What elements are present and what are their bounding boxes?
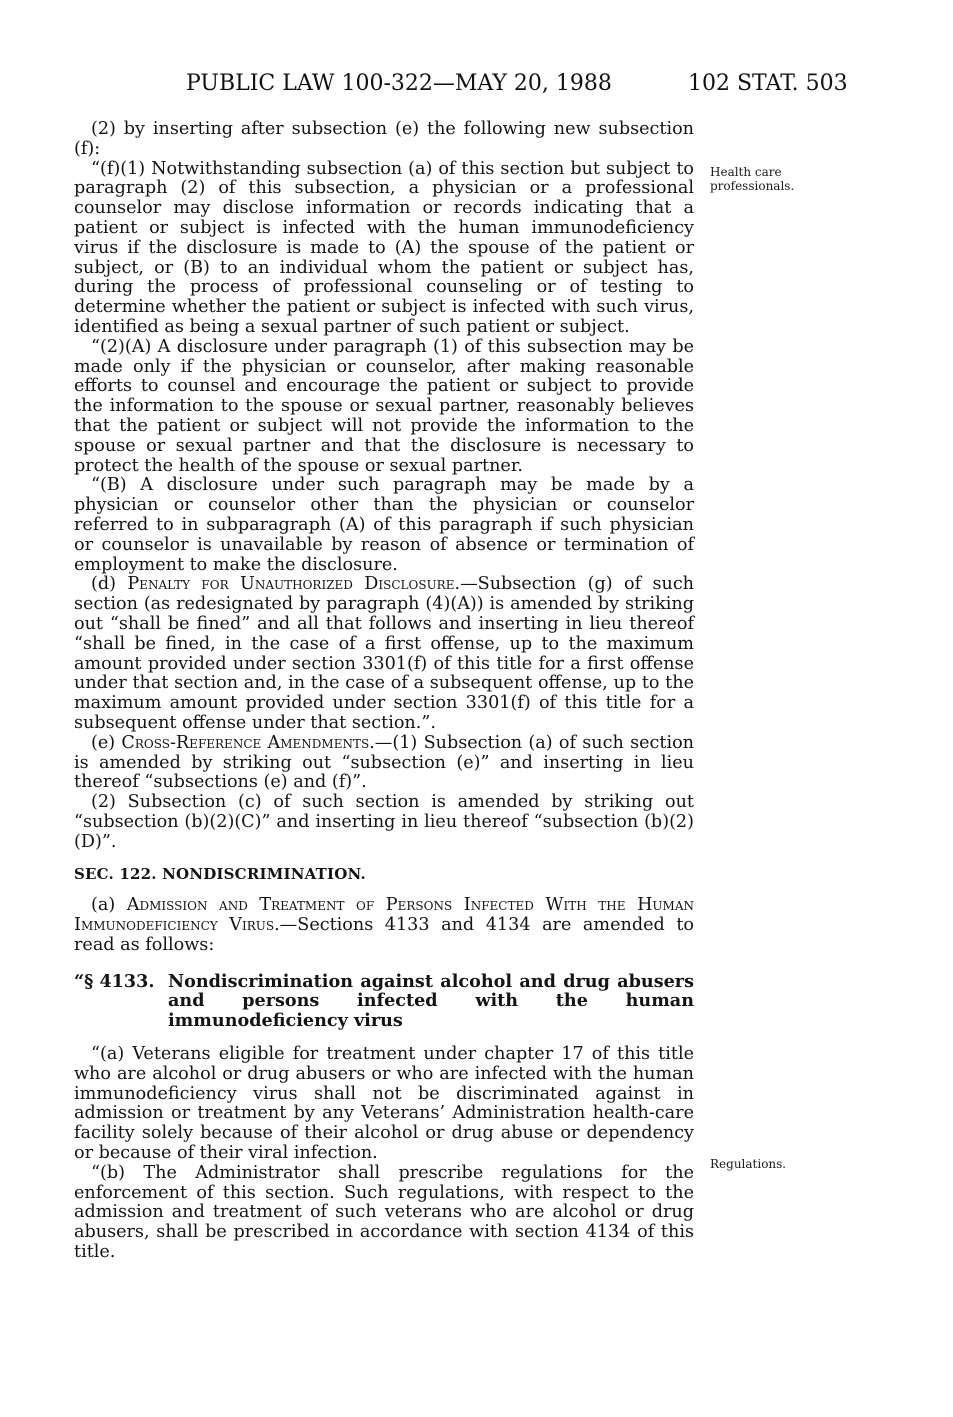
paragraph-2-insert: (2) by inserting after subsection (e) the following new subsection (f):	[74, 119, 694, 159]
margin-note-health-care: Health care professionals.	[710, 165, 795, 193]
paragraph-a-text: —Sections 4133 and 4134 are amended to read as follows:	[74, 915, 694, 955]
paragraph-a-admission	[74, 896, 694, 955]
paragraph-f1: “(f)(1) Notwithstanding subsection (a) of this section but subject to paragraph (2) of this subsection, a physician or a professional counselor may disclose information or records indicating that a patient or subject is infected with the human immunodeficiency virus if the disclosure is made to (A) the spouse of the patient or subject, or (B) to an individual whom the patient or subject has, during the process of professional counseling or of testing to determine whether the patient or subject is infected with such virus, identified as being a sexual partner of such patient or subject.	[74, 158, 694, 337]
section-4133-title-text: Nondiscrimination against alcohol and drug abusers and persons infected with the human immunodeficiency virus	[168, 970, 694, 1032]
section-4133-number: “§ 4133.	[74, 970, 155, 992]
section-122-heading: SEC. 122. NONDISCRIMINATION.	[74, 865, 366, 884]
paragraph-f2a: “(2)(A) A disclosure under paragraph (1) of this subsection may be made only if the physician or counselor, after making reasonable efforts to counsel and encourage the patient or subject to provide the information to the spouse or sexual partner, reasonably believes that the patient or subject will not provide the information to the spouse or sexual partner and that the disclosure is necessary to protect the health of the spouse or sexual partner.	[74, 336, 694, 476]
paragraph-e2: (2) Subsection (c) of such section is amended by striking out “subsection (b)(2)(C)” and inserting in lieu thereof “subsection (b)(2)(D)”.	[74, 792, 694, 852]
paragraph-d-heading: Penalty for Unauthorized Disclosure.	[127, 574, 461, 595]
paragraph-e-heading: Cross-Reference Amendments.	[121, 732, 375, 753]
paragraph-e-text: —(1) Subsection (a) of such section is amended by striking out “subsection (e)” and inserting in lieu thereof “subsections (e) and (f)”.	[74, 732, 695, 793]
running-header-title: PUBLIC LAW 100-322—MAY 20, 1988	[186, 71, 612, 96]
paragraph-f2b: “(B) A disclosure under such paragraph may be made by a physician or counselor other than the physician or counselor referred to in subparagraph (A) of this paragraph if such physician or counselor is unavailable by reason of absence or termination of employment to make the disclosure.	[74, 475, 694, 575]
body-text	[74, 120, 694, 1263]
paragraph-a-label: (a)	[91, 895, 127, 916]
paragraph-d-text: —Subsection (g) of such section (as redesignated by paragraph (4)(A)) is amended by striking out “shall be fined” and all that follows and inserting in lieu thereof “shall be fined, in the case of a first offense, up to the maximum amount provided under section 3301(f) of this title for a first offense under that section and, in the case of a subsequent offense, up to the maximum amount provided under section 3301(f) of this title for a subsequent offense under that section.”.	[74, 574, 695, 733]
section-4133-title	[74, 972, 694, 1031]
paragraph-d-penalty	[74, 575, 694, 733]
margin-note-regulations: Regulations.	[710, 1157, 787, 1171]
paragraph-e-cross-reference	[74, 734, 694, 793]
paragraph-a-heading: Admission and Treatment of Persons Infected With the Human Immunodeficiency Virus.	[74, 895, 694, 936]
page-number: 102 STAT. 503	[688, 71, 848, 96]
paragraph-4133-a: “(a) Veterans eligible for treatment under chapter 17 of this title who are alcohol or drug abusers or who are infected with the human immunodeficiency virus shall not be discriminated against in admission or treatment by any Veterans’ Administration health-care facility solely because of their alcohol or drug abuse or dependency or because of their viral infection.	[74, 1044, 694, 1164]
paragraph-e-label: (e)	[91, 732, 122, 753]
paragraph-4133-b: “(b) The Administrator shall prescribe regulations for the enforcement of this section. Such regulations, with respect to the admission and treatment of such veterans who are alcohol or drug abusers, shall be prescribed in accordance with section 4134 of this title.	[74, 1162, 694, 1263]
paragraph-d-label: (d)	[91, 574, 128, 595]
